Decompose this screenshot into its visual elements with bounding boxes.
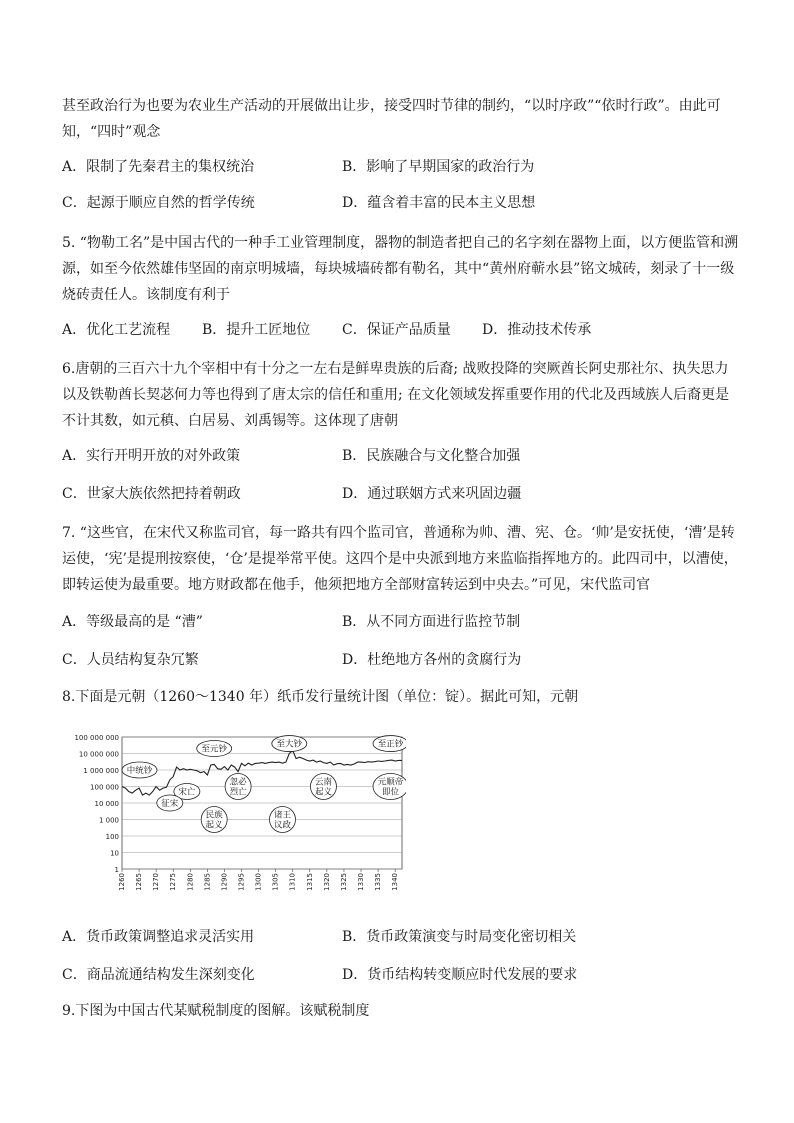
y-tick-label: 1 000 [98,816,119,825]
q8-stem: 8.下面是元朝（1260～1340 年）纸币发行量统计图（单位：锭）。据此可知，元朝 [62,689,579,705]
y-tick-label: 10 000 000 [78,750,119,759]
q5-option-a: A．优化工艺流程 [62,322,171,338]
x-tick-label: 1325 [339,873,348,891]
x-tick-label: 1310 [288,873,297,891]
x-tick-label: 1295 [237,873,246,891]
annotation-label: 至大钞 [276,739,303,750]
q8-option-a: A．货币政策调整追求灵活实用 [62,929,255,945]
x-tick-label: 1290 [220,873,229,891]
q8-option-b: B．货币政策演变与时局变化密切相关 [342,929,577,945]
paper-money-chart-svg [62,727,406,907]
x-tick-label: 1270 [152,873,161,891]
x-tick-label: 1260 [118,873,126,891]
y-tick-label: 10 [110,849,119,858]
q4-option-a: A．限制了先秦君主的集权统治 [62,159,255,175]
y-tick-label: 1 000 000 [83,767,119,775]
y-tick-label: 100 000 [90,783,119,792]
q9-stem: 9.下图为中国古代某赋税制度的图解。该赋税制度 [62,1003,370,1019]
annotation-label: 中统钞 [126,766,153,776]
annotation-label: 至元钞 [201,744,227,755]
annotation-label: 至正钞 [377,739,404,750]
x-tick-label: 1305 [271,873,280,891]
q6-option-c: C．世家大族依然把持着朝政 [62,486,241,502]
annotation-label: 即位 [381,787,400,798]
x-tick-label: 1340 [391,873,400,891]
series-line [122,751,402,796]
y-tick-label: 100 000 000 [74,734,119,742]
q7-option-c: C．人员结构复杂冗繁 [62,652,199,668]
annotation-label: 云南 [314,777,332,788]
x-tick-label: 1275 [169,873,178,891]
x-tick-label: 1335 [374,873,383,891]
x-tick-label: 1330 [357,873,366,891]
q4-option-b: B．影响了早期国家的政治行为 [342,159,535,175]
q8-option-d: D．货币结构转变顺应时代发展的要求 [342,967,578,983]
y-tick-label: 10 000 [94,800,119,808]
annotation-label: 宋亡 [178,787,196,798]
q8-option-c: C．商品流通结构发生深刻变化 [62,967,255,983]
q5-stem: 5. “物勒工名”是中国古代的一种手工业管理制度，器物的制造者把自己的名字刻在器物上面，以方便监管和溯源，如至今依然雄伟坚固的南京明城墙，每块城墙砖都有勒名，其中“黄州府蕲水县”铭文城砖，刻录了十一级烧砖责任人。该制度有利于 [62,235,739,303]
annotation-label: 征宋 [161,799,179,809]
y-tick-label: 1 [114,866,119,874]
q4-stem-continuation: 甚至政治行为也要为农业生产活动的开展做出让步，接受四时节律的制约，“以时序政”“依时行政”。由此可知，“四时”观念 [62,98,721,140]
q5-option-b: B．提升工匠地位 [202,322,311,338]
annotation-label: 民族 [205,810,223,821]
annotation-label: 起义 [205,820,223,831]
q5-option-c: C．保证产品质量 [342,322,451,338]
paper-money-chart [62,727,406,907]
annotation-label: 议政 [273,820,291,831]
annotation-label: 起义 [314,787,332,798]
q7-option-b: B．从不同方面进行监控节制 [342,614,521,630]
q5-option-d: D．推动技术传承 [482,322,592,338]
x-tick-label: 1320 [322,873,331,891]
y-tick-label: 100 [105,833,119,841]
q7-option-a: A．等级最高的是 “漕” [62,614,203,630]
annotation-label: 烈亡 [229,787,247,798]
q6-option-a: A．实行开明开放的对外政策 [62,448,241,464]
x-tick-label: 1300 [254,873,263,891]
q4-option-d: D．蕴含着丰富的民本主义思想 [342,195,536,211]
q6-option-d: D．通过联姻方式来巩固边疆 [342,486,522,502]
x-tick-label: 1280 [186,873,195,891]
x-tick-label: 1285 [203,873,212,891]
q6-option-b: B．民族融合与文化整合加强 [342,448,521,464]
annotation-label: 诸王 [273,810,291,821]
x-tick-label: 1265 [135,873,144,891]
q7-option-d: D．杜绝地方各州的贪腐行为 [342,652,522,668]
x-tick-label: 1315 [305,873,314,891]
annotation-label: 忽必 [229,777,247,788]
q7-stem: 7. “这些官，在宋代又称监司官，每一路共有四个监司官，普通称为帅、漕、宪、仓。‘帅’是安抚使，‘漕’是转运使，‘宪’是提刑按察使，‘仓’是提举常平使。这四个是中央派到地方来监临指挥地方的。此四司中，以漕使，即转运使为最重要。地方财政都在他手，他须把地方全部财富转运到中央去。”可见，宋代监司官 [62,525,738,593]
annotation-label: 元顺帝 [377,777,404,788]
q6-stem: 6.唐朝的三百六十九个宰相中有十分之一左右是鲜卑贵族的后裔; 战败投降的突厥酋长阿史那社尔、执失思力以及铁勒酋长契苾何力等也得到了唐太宗的信任和重用; 在文化领域发挥重要作用的代北及西域族人后裔更是不计其数，如元稹、白居易、刘禹锡等。这体现了唐朝 [62,361,730,429]
q4-option-c: C．起源于顺应自然的哲学传统 [62,195,255,211]
